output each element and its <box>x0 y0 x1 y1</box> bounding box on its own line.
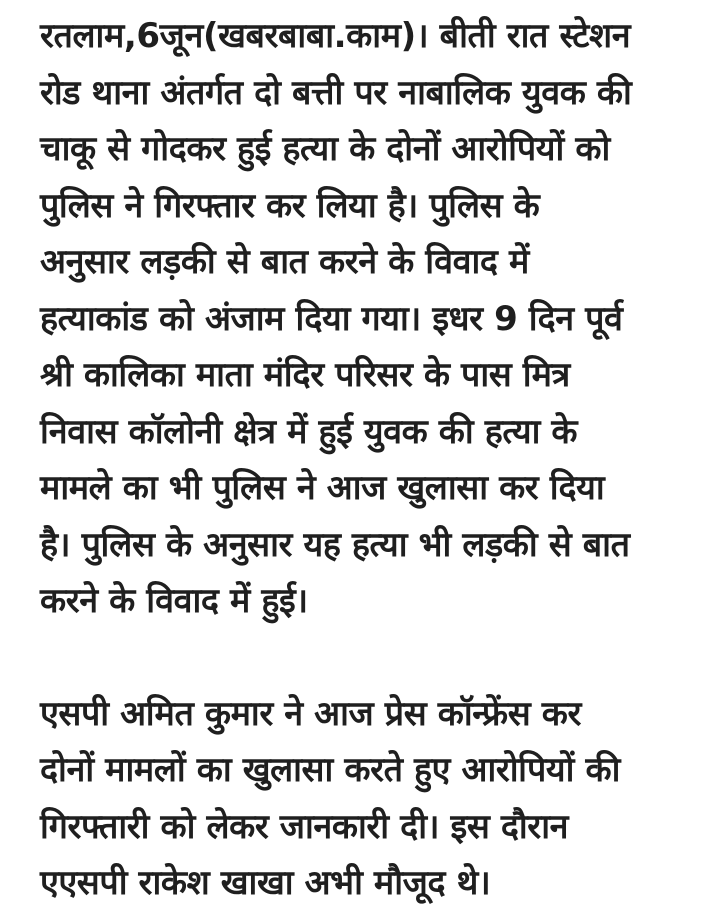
text-line: दोनों मामलों का खुलासा करते हुए आरोपियों की <box>40 750 620 790</box>
text-line: निवास कॉलोनी क्षेत्र में हुई युवक की हत्या के <box>40 411 578 452</box>
text-line: रोड थाना अंतर्गत दो बत्ती पर नाबालिक युवक की <box>40 72 632 113</box>
text-line: मामले का भी पुलिस ने आज खुलासा कर दिया <box>40 468 605 508</box>
text-line: पुलिस ने गिरफ्तार कर लिया है। पुलिस के <box>40 185 540 226</box>
article-body <box>40 8 712 912</box>
text-line: हत्याकांड को अंजाम दिया गया। इधर 9 दिन पूर्व <box>40 298 623 339</box>
text-line: एसपी अमित कुमार ने आज प्रेस कॉन्फ्रेंस कर <box>40 693 581 734</box>
text-line: है। पुलिस के अनुसार यह हत्या भी लड़की से बात <box>40 524 630 565</box>
text-line: गिरफ्तारी को लेकर जानकारी दी। इस दौरान <box>40 806 569 847</box>
text-line: श्री कालिका माता मंदिर परिसर के पास मित्र <box>40 355 570 395</box>
text-line: अनुसार लड़की से बात करने के विवाद में <box>40 242 529 282</box>
text-line: रतलाम,6जून(खबरबाबा.काम)। बीती रात स्टेशन <box>40 16 631 56</box>
paragraph-1 <box>40 8 712 630</box>
text-line: एएसपी राकेश खाखा अभी मौजूद थे। <box>40 863 491 903</box>
text-line: करने के विवाद में हुई। <box>40 581 308 621</box>
paragraph-2 <box>40 686 712 912</box>
paragraph-spacer <box>40 630 712 686</box>
text-line: चाकू से गोदकर हुई हत्या के दोनों आरोपियों को <box>40 129 610 169</box>
